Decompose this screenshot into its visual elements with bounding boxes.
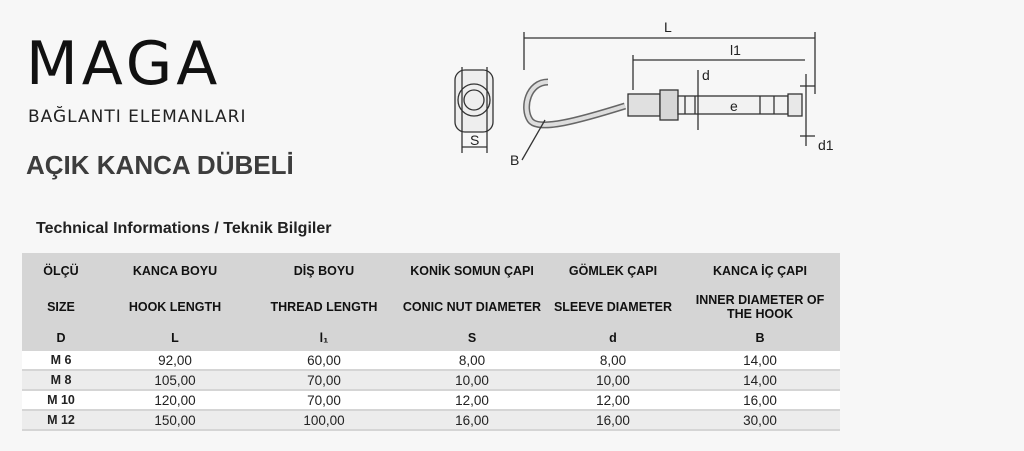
label-d1: d1: [818, 137, 834, 153]
table-cell: 8,00: [398, 351, 546, 370]
header-cell: KONİK SOMUN ÇAPI: [398, 253, 546, 289]
header-row-symbols: [22, 325, 840, 351]
header-cell: KANCA BOYU: [100, 253, 250, 289]
header-cell: D: [22, 325, 100, 351]
header-cell: B: [680, 325, 840, 351]
table-cell: 30,00: [680, 410, 840, 430]
table-row: [22, 370, 840, 390]
label-e: e: [730, 98, 738, 114]
table-cell: 10,00: [398, 370, 546, 390]
table-cell: 70,00: [250, 370, 398, 390]
table-row: [22, 351, 840, 370]
table-cell: 10,00: [546, 370, 680, 390]
table-row: [22, 410, 840, 430]
label-l1: l1: [730, 42, 741, 58]
header-cell: L: [100, 325, 250, 351]
header-cell: DİŞ BOYU: [250, 253, 398, 289]
header-cell: GÖMLEK ÇAPI: [546, 253, 680, 289]
header-cell: SLEEVE DIAMETER: [546, 289, 680, 325]
header-cell: THREAD LENGTH: [250, 289, 398, 325]
header-cell: d: [546, 325, 680, 351]
table-cell: 14,00: [680, 370, 840, 390]
table-cell: 150,00: [100, 410, 250, 430]
table-cell: 12,00: [546, 390, 680, 410]
table-cell: 12,00: [398, 390, 546, 410]
header-cell: INNER DIAMETER OF THE HOOK: [680, 289, 840, 325]
header-cell: CONIC NUT DIAMETER: [398, 289, 546, 325]
table-cell: 16,00: [398, 410, 546, 430]
label-d: d: [702, 67, 710, 83]
label-S: S: [470, 132, 480, 148]
table-cell: 8,00: [546, 351, 680, 370]
table-cell: M 10: [22, 390, 100, 410]
section-title: Technical Informations / Teknik Bilgiler: [36, 220, 332, 237]
header-cell: HOOK LENGTH: [100, 289, 250, 325]
header-row-tr: [22, 253, 840, 289]
header-cell: l₁: [250, 325, 398, 351]
header-row-en: [22, 289, 840, 325]
table-cell: M 8: [22, 370, 100, 390]
table-cell: 14,00: [680, 351, 840, 370]
product-title: AÇIK KANCA DÜBELİ: [26, 150, 294, 180]
header-cell: ÖLÇÜ: [22, 253, 100, 289]
table-cell: 92,00: [100, 351, 250, 370]
table-cell: 105,00: [100, 370, 250, 390]
header-cell: KANCA İÇ ÇAPI: [680, 253, 840, 289]
label-L: L: [664, 19, 672, 35]
header-cell: SIZE: [22, 289, 100, 325]
table-cell: M 12: [22, 410, 100, 430]
table-cell: 16,00: [680, 390, 840, 410]
table-cell: 120,00: [100, 390, 250, 410]
table-row: [22, 390, 840, 410]
table-cell: 70,00: [250, 390, 398, 410]
table-cell: 100,00: [250, 410, 398, 430]
technical-drawing: [430, 10, 834, 180]
header-cell: S: [398, 325, 546, 351]
table-cell: 60,00: [250, 351, 398, 370]
table-cell: M 6: [22, 351, 100, 370]
label-B: B: [510, 152, 520, 168]
brand-subtitle: BAĞLANTI ELEMANLARI: [28, 107, 247, 127]
brand-logo: MAGA: [26, 29, 222, 99]
technical-table: [22, 253, 840, 431]
table-cell: 16,00: [546, 410, 680, 430]
